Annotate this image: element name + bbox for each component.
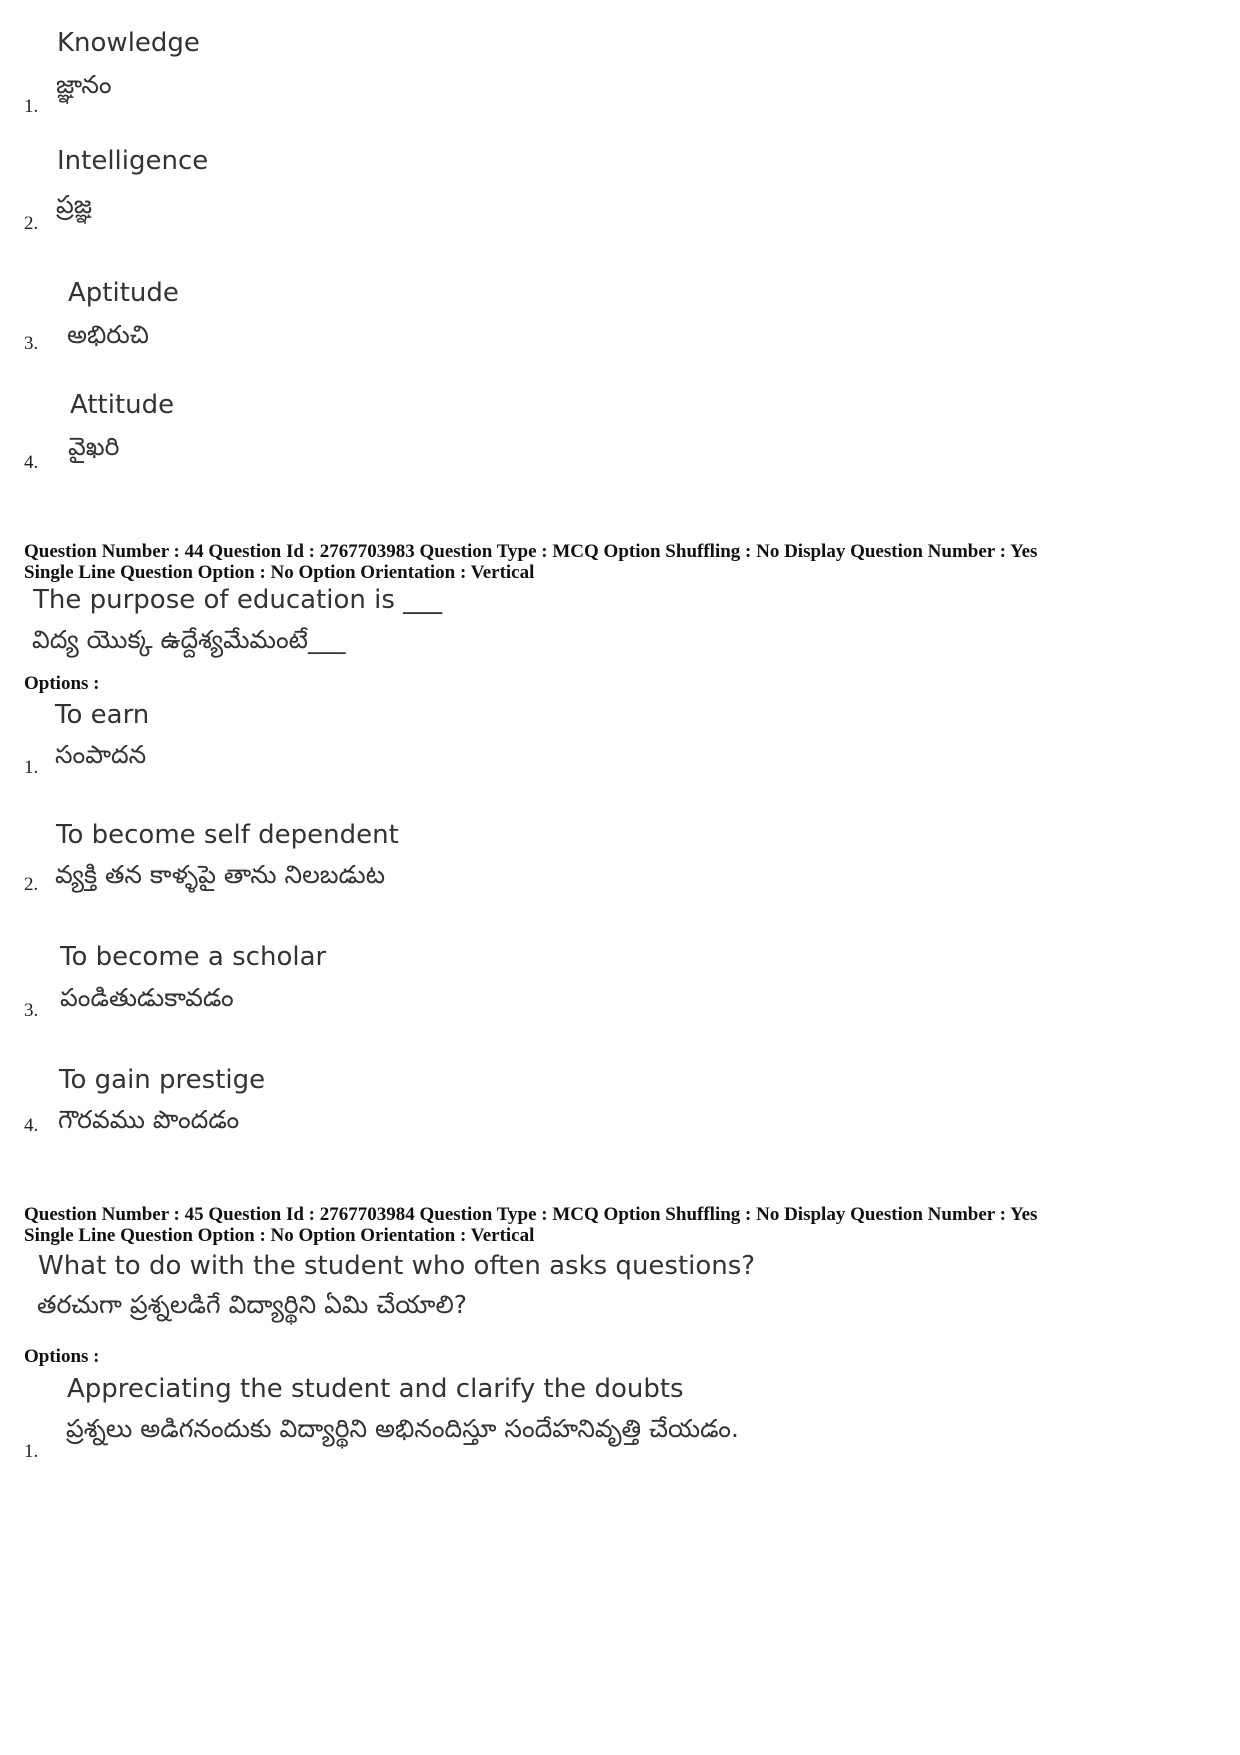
prev-option-3-en: Aptitude [68, 278, 179, 308]
q44-question-en: The purpose of education is ___ [33, 585, 443, 615]
q44-option-4-en: To gain prestige [59, 1065, 266, 1095]
q44-option-1-number: 1. [24, 757, 39, 778]
prev-option-2-number: 2. [24, 213, 39, 234]
q45-option-1-en: Appreciating the student and clarify the doubts [67, 1374, 684, 1404]
q45-meta-line-1: Question Number : 45 Question Id : 2767703984 Question Type : MCQ Option Shuffling : No Display Question Number : Yes [24, 1204, 1038, 1225]
prev-option-2-te: ప్రజ్ఞ [56, 190, 93, 219]
q44-meta-line-2: Single Line Question Option : No Option Orientation : Vertical [24, 562, 535, 583]
q45-meta-line-2: Single Line Question Option : No Option Orientation : Vertical [24, 1225, 535, 1246]
q44-option-3-number: 3. [24, 1000, 39, 1021]
q44-option-3-en: To become a scholar [60, 942, 327, 972]
q44-options-label: Options : [24, 673, 100, 694]
q44-option-2-en: To become self dependent [56, 820, 399, 850]
q44-option-3-te: పండితుడుకావడం [60, 983, 234, 1012]
q44-question-te: విద్య యొక్క ఉద్దేశ్యమేమంటే___ [32, 625, 346, 654]
q45-question-te: తరచుగా ప్రశ్నలడిగే విద్యార్థిని ఏమి చేయాలి? [37, 1290, 468, 1319]
prev-option-3-te: అభిరుచి [67, 320, 149, 349]
q45-option-1-te: ప్రశ్నలు అడిగనందుకు విద్యార్థిని అభినందిస్తూ సందేహనివృత్తి చేయడం. [66, 1414, 739, 1443]
prev-option-4-en: Attitude [70, 390, 175, 420]
prev-option-3-number: 3. [24, 333, 39, 354]
q44-option-1-te: సంపాదన [55, 740, 147, 769]
prev-option-4-number: 4. [24, 452, 39, 473]
q44-option-2-te: వ్యక్తి తన కాళ్ళపై తాను నిలబడుట [55, 860, 385, 889]
prev-option-4-te: వైఖరి [68, 432, 120, 461]
prev-option-1-te: జ్ఞానం [56, 70, 112, 99]
q45-option-1-number: 1. [24, 1441, 39, 1462]
prev-option-1-en: Knowledge [57, 28, 200, 58]
q45-question-en: What to do with the student who often asks questions? [38, 1251, 756, 1281]
q44-option-2-number: 2. [24, 874, 39, 895]
q45-options-label: Options : [24, 1346, 100, 1367]
prev-option-2-en: Intelligence [57, 146, 209, 176]
q44-meta-line-1: Question Number : 44 Question Id : 2767703983 Question Type : MCQ Option Shuffling : No Display Question Number : Yes [24, 541, 1038, 562]
q44-option-4-te: గౌరవము పొందడం [58, 1105, 240, 1134]
prev-option-1-number: 1. [24, 96, 39, 117]
q44-option-1-en: To earn [55, 700, 150, 730]
q44-option-4-number: 4. [24, 1115, 39, 1136]
